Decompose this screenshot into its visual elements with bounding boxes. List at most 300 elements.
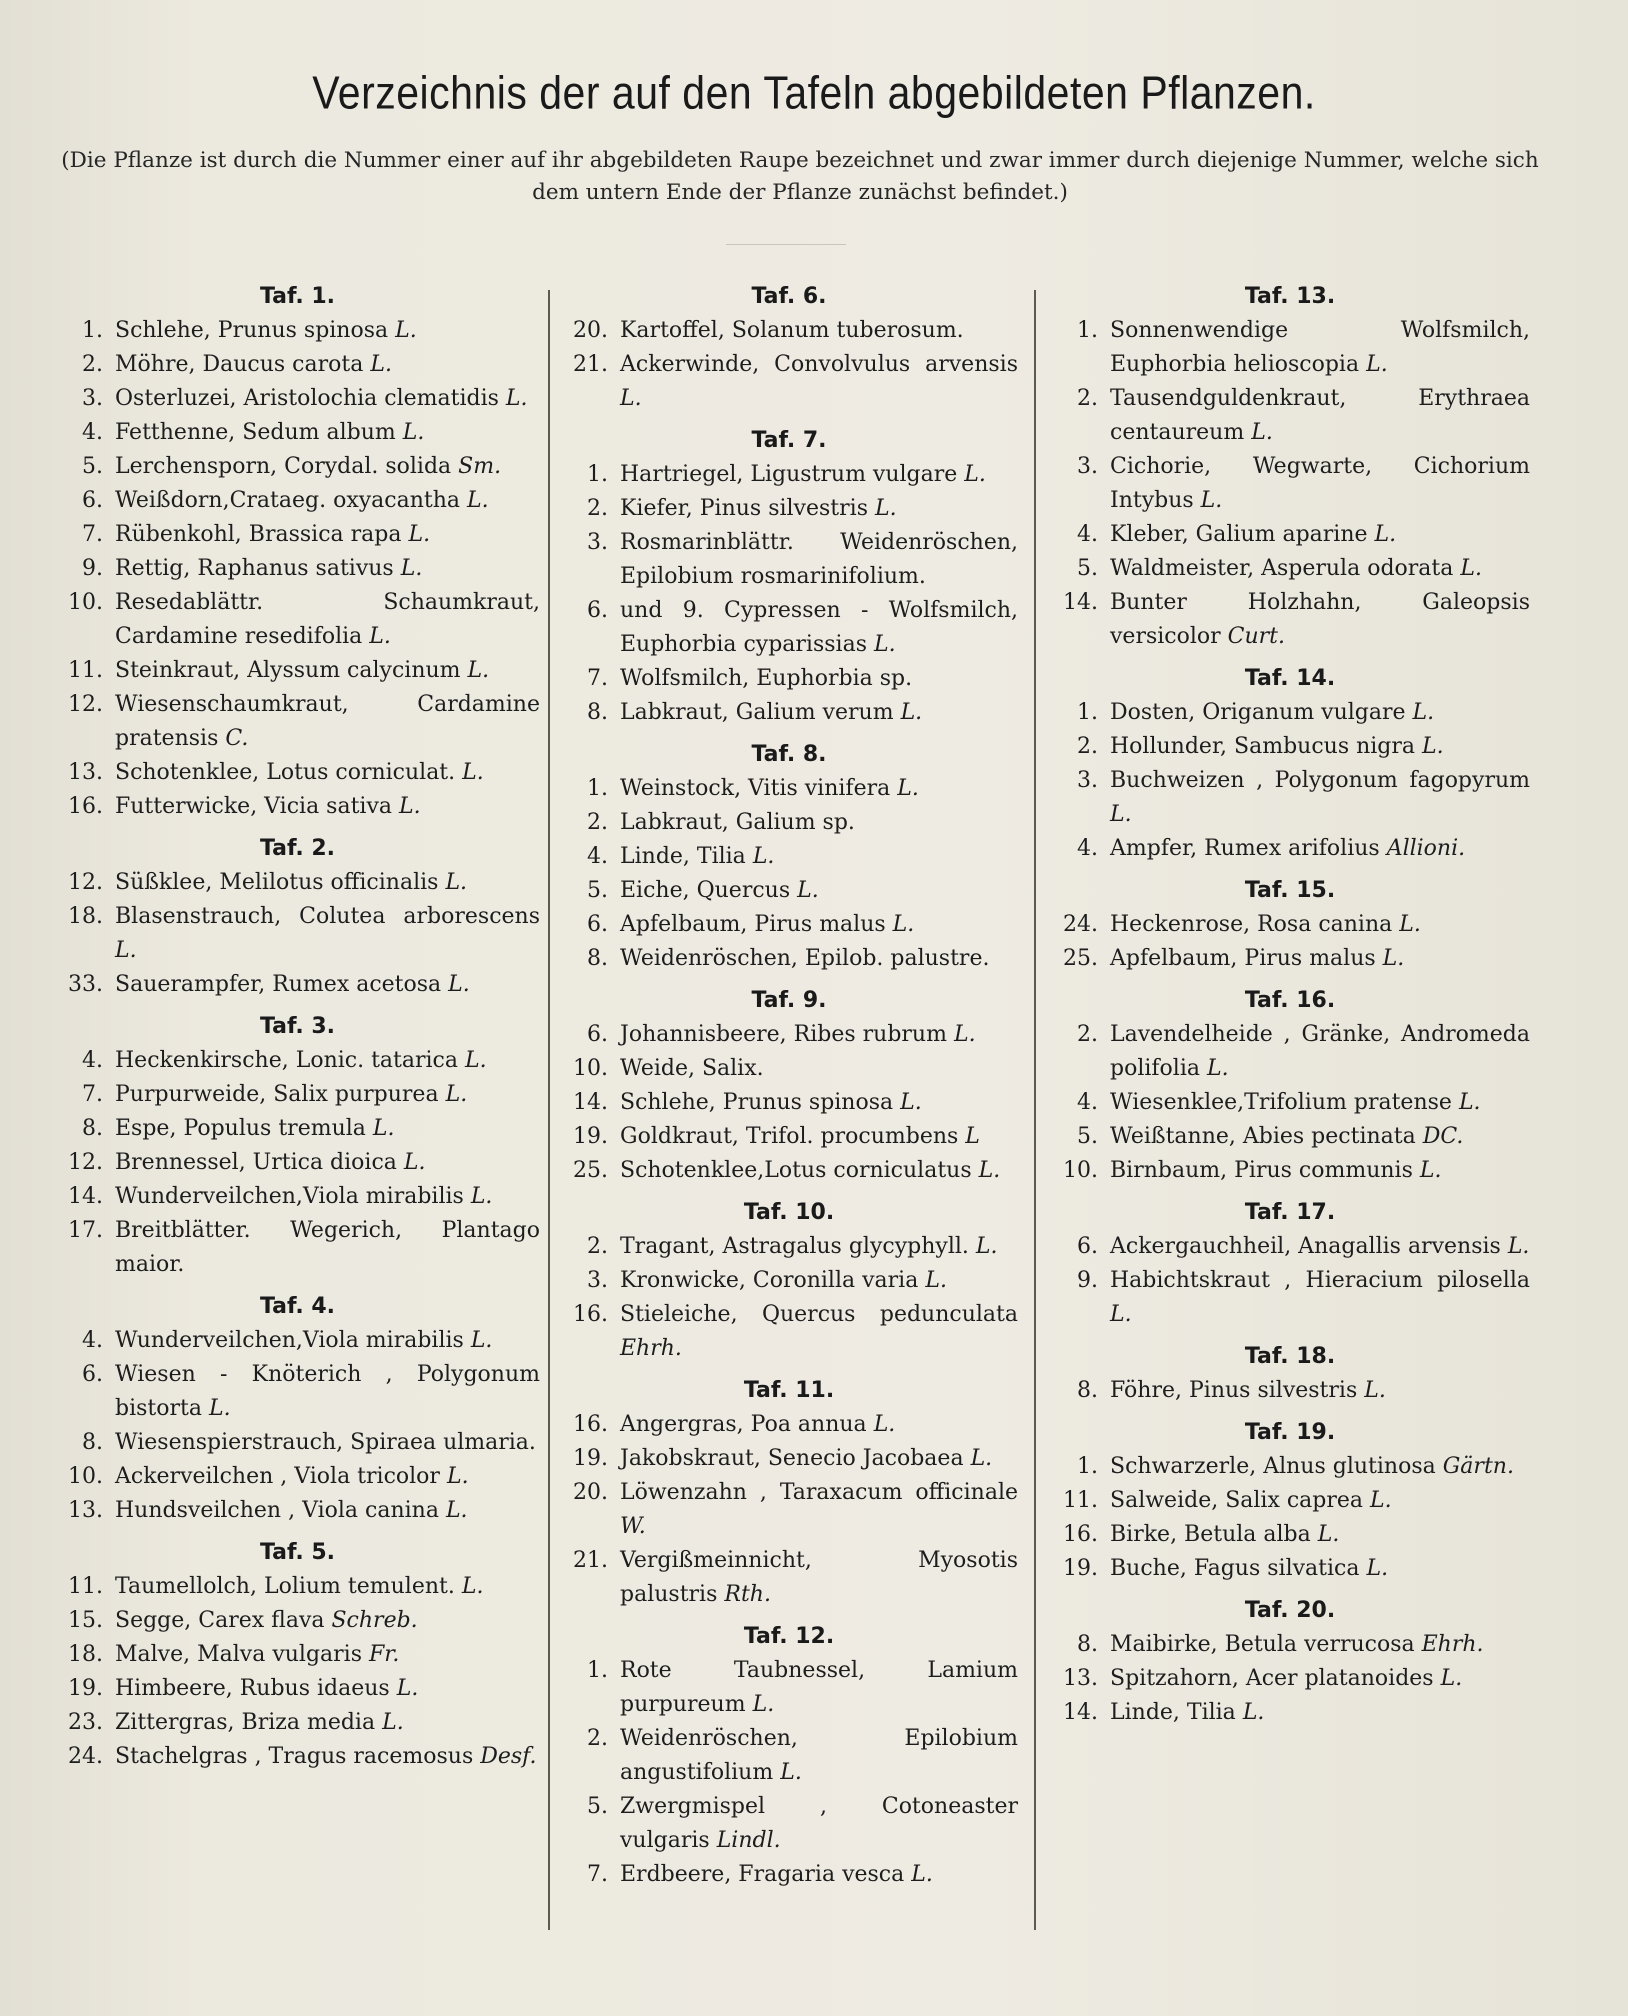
plant-name <box>1110 314 1530 382</box>
plate-section <box>560 424 1018 730</box>
caterpillar-number: 24. <box>1063 912 1098 937</box>
plant-name <box>620 1154 1018 1188</box>
plant-common-scientific-name: Breitblätter. Wegerich, Plantago maior. <box>115 1218 540 1277</box>
plate-heading: Taf. 6. <box>751 284 827 309</box>
botanical-authority: Gärtn. <box>1442 1454 1514 1479</box>
column-divider <box>1034 290 1036 1930</box>
plate-section <box>1050 662 1530 866</box>
plant-common-scientific-name: Bunter Holzhahn, Galeopsis versicolor <box>1110 590 1530 649</box>
plate-heading: Taf. 13. <box>1244 284 1336 309</box>
plant-name <box>115 1706 540 1740</box>
plant-name <box>620 492 1018 526</box>
plant-name <box>115 1112 540 1146</box>
caterpillar-number: 25. <box>1063 946 1098 971</box>
botanical-authority: L. <box>1458 1090 1481 1115</box>
page-subtitle: (Die Pflanze ist durch die Nummer einer auf ihr abgebildeten Raupe bezeichnet und zwar immer durch diejenige Nummer, welche sich dem untern Ende der Pflanze zunächst befindet.) <box>61 148 1539 205</box>
plant-entry <box>1050 1154 1530 1188</box>
plant-common-scientific-name: Linde, Tilia <box>620 844 746 869</box>
plant-common-scientific-name: Kronwicke, Coronilla varia <box>620 1268 919 1293</box>
caterpillar-number: 4. <box>82 420 103 445</box>
plant-common-scientific-name: Taumellolch, Lolium temulent. <box>115 1574 455 1599</box>
caterpillar-number: 2. <box>1077 386 1098 411</box>
botanical-authority: L. <box>403 1150 426 1175</box>
plant-common-scientific-name: Malve, Malva vulgaris <box>115 1642 363 1667</box>
caterpillar-number: 1. <box>587 1658 608 1683</box>
plant-name <box>1110 1018 1530 1086</box>
plate-heading: Taf. 19. <box>1244 1420 1336 1445</box>
plant-entry <box>55 518 540 552</box>
botanical-authority: L. <box>382 1710 404 1735</box>
plant-name <box>620 1230 1018 1264</box>
column-1 <box>55 280 540 1774</box>
caterpillar-number: 11. <box>68 1574 103 1599</box>
botanical-authority: L. <box>445 870 468 895</box>
plate-section <box>55 1010 540 1282</box>
botanical-authority: L. <box>1419 1158 1442 1183</box>
plant-entry <box>560 314 1018 348</box>
botanical-authority: L. <box>874 496 897 521</box>
plant-common-scientific-name: Wolfsmilch, Euphorbia sp. <box>620 666 913 691</box>
plant-entry <box>560 662 1018 696</box>
plant-entry <box>560 908 1018 942</box>
caterpillar-number: 4. <box>1077 1090 1098 1115</box>
plate-section <box>55 1536 540 1774</box>
plant-entry <box>1050 1518 1530 1552</box>
plate-heading: Taf. 7. <box>751 428 827 453</box>
plant-name <box>620 348 1018 416</box>
botanical-authority: L. <box>1242 1700 1265 1725</box>
plant-name <box>115 1570 540 1604</box>
plant-name <box>115 484 540 518</box>
caterpillar-number: 11. <box>68 658 103 683</box>
plant-common-scientific-name: Apfelbaum, Pirus malus <box>620 912 886 937</box>
botanical-authority: Allioni. <box>1386 836 1466 861</box>
plant-entry <box>1050 552 1530 586</box>
plant-entry <box>560 348 1018 416</box>
plant-entry <box>55 416 540 450</box>
caterpillar-number: 14. <box>1063 590 1098 615</box>
plate-section <box>1050 874 1530 976</box>
plant-entry <box>1050 1484 1530 1518</box>
plant-name <box>115 1494 540 1528</box>
plant-common-scientific-name: Segge, Carex flava <box>115 1608 325 1633</box>
botanical-authority: L. <box>1507 1234 1530 1259</box>
plate-section <box>1050 1416 1530 1586</box>
plant-common-scientific-name: Maibirke, Betula verrucosa <box>1110 1632 1415 1657</box>
plate-heading: Taf. 10. <box>743 1200 835 1225</box>
plant-common-scientific-name: Stieleiche, Quercus pedunculata <box>620 1302 1018 1327</box>
caterpillar-number: 2. <box>587 810 608 835</box>
caterpillar-number: 15. <box>68 1608 103 1633</box>
plant-entry <box>560 1544 1018 1612</box>
plant-name <box>620 806 1018 840</box>
plant-entry <box>1050 1264 1530 1332</box>
plant-common-scientific-name: Wiesen - Knöterich , Polygonum bistorta <box>115 1362 540 1421</box>
botanical-authority: L. <box>470 1184 493 1209</box>
plant-entry <box>55 552 540 586</box>
plant-name <box>620 1858 1018 1892</box>
caterpillar-number: 23. <box>68 1710 103 1735</box>
caterpillar-number: 24. <box>68 1744 103 1769</box>
botanical-authority: L <box>965 1124 980 1149</box>
botanical-authority: L. <box>970 1446 993 1471</box>
caterpillar-number: 16. <box>573 1302 608 1327</box>
plant-name <box>115 756 540 790</box>
botanical-authority: L. <box>1110 1302 1132 1327</box>
plant-common-scientific-name: Wunderveilchen,Viola mirabilis <box>115 1184 464 1209</box>
plant-entry <box>55 688 540 756</box>
plant-common-scientific-name: Brennessel, Urtica dioica <box>115 1150 397 1175</box>
botanical-authority: L. <box>370 352 392 377</box>
botanical-authority: L. <box>873 1412 896 1437</box>
plate-section <box>55 832 540 1002</box>
botanical-authority: L. <box>115 938 137 963</box>
caterpillar-number: 1. <box>587 776 608 801</box>
caterpillar-number: 1. <box>1077 700 1098 725</box>
plant-common-scientific-name: Rübenkohl, Brassica rapa <box>115 522 402 547</box>
plant-common-scientific-name: Sonnenwendige Wolfsmilch, Euphorbia helioscopia <box>1110 318 1530 377</box>
plant-common-scientific-name: Salweide, Salix caprea <box>1110 1488 1364 1513</box>
plant-name <box>1110 942 1530 976</box>
plant-common-scientific-name: Ackergauchheil, Anagallis arvensis <box>1110 1234 1501 1259</box>
caterpillar-number: 17. <box>68 1218 103 1243</box>
plant-entry <box>55 586 540 654</box>
botanical-authority: L. <box>1374 522 1397 547</box>
botanical-authority: L. <box>399 794 421 819</box>
plant-name <box>1110 1230 1530 1264</box>
plant-common-scientific-name: Angergras, Poa annua <box>620 1412 867 1437</box>
plant-entry <box>560 1264 1018 1298</box>
caterpillar-number: 1. <box>1077 1454 1098 1479</box>
plant-common-scientific-name: Buche, Fagus silvatica <box>1110 1556 1360 1581</box>
plate-section <box>560 738 1018 976</box>
caterpillar-number: 8. <box>82 1116 103 1141</box>
caterpillar-number: 2. <box>82 352 103 377</box>
plant-common-scientific-name: Süßklee, Melilotus officinalis <box>115 870 439 895</box>
caterpillar-number: 6. <box>1077 1234 1098 1259</box>
plate-heading: Taf. 1. <box>259 284 336 309</box>
plant-entry <box>55 756 540 790</box>
botanical-authority: L. <box>897 776 919 801</box>
plant-name <box>115 866 540 900</box>
plant-name <box>115 416 540 450</box>
plant-common-scientific-name: Goldkraut, Trifol. procumbens <box>620 1124 959 1149</box>
plant-name <box>115 688 540 756</box>
plant-entry <box>1050 1230 1530 1264</box>
plant-name <box>1110 1264 1530 1332</box>
plant-name <box>1110 518 1530 552</box>
plant-name <box>115 552 540 586</box>
plant-common-scientific-name: Löwenzahn , Taraxacum officinale <box>620 1480 1018 1505</box>
plant-common-scientific-name: Wiesenspierstrauch, Spiraea ulmaria. <box>115 1430 536 1455</box>
plant-name <box>1110 1484 1530 1518</box>
caterpillar-number: 16. <box>1063 1522 1098 1547</box>
caterpillar-number: 21. <box>573 352 608 377</box>
plant-common-scientific-name: Linde, Tilia <box>1110 1700 1236 1725</box>
caterpillar-number: 33. <box>68 972 103 997</box>
botanical-authority: L. <box>620 386 642 411</box>
botanical-authority: L. <box>408 522 431 547</box>
plant-entry <box>1050 730 1530 764</box>
botanical-authority: L. <box>911 1862 933 1887</box>
plant-common-scientific-name: Tragant, Astragalus glycyphyll. <box>620 1234 969 1259</box>
caterpillar-number: 8. <box>1077 1632 1098 1657</box>
plant-name <box>115 1044 540 1078</box>
plate-section <box>1050 280 1530 654</box>
plate-section <box>1050 1340 1530 1408</box>
plant-common-scientific-name: Futterwicke, Vicia sativa <box>115 794 393 819</box>
plant-name <box>1110 1662 1530 1696</box>
caterpillar-number: 8. <box>1077 1378 1098 1403</box>
plant-common-scientific-name: Erdbeere, Fragaria vesca <box>620 1862 905 1887</box>
caterpillar-number: 12. <box>68 692 103 717</box>
plant-name <box>115 1146 540 1180</box>
plant-entry <box>560 1120 1018 1154</box>
botanical-authority: Sm. <box>458 454 502 479</box>
caterpillar-number: 10. <box>1063 1158 1098 1183</box>
botanical-authority: L. <box>395 318 417 343</box>
botanical-authority: Curt. <box>1227 624 1286 649</box>
caterpillar-number: 6. <box>82 488 103 513</box>
plant-name <box>115 790 540 824</box>
plate-heading: Taf. 20. <box>1244 1598 1336 1623</box>
plant-common-scientific-name: Hollunder, Sambucus nigra <box>1110 734 1416 759</box>
caterpillar-number: 5. <box>82 454 103 479</box>
botanical-authority: L. <box>461 1574 484 1599</box>
plant-entry <box>560 806 1018 840</box>
botanical-authority: L. <box>797 878 819 903</box>
plate-section <box>560 1374 1018 1612</box>
plant-common-scientific-name: Cichorie, Wegwarte, Cichorium Intybus <box>1110 454 1530 513</box>
caterpillar-number: 2. <box>1077 1022 1098 1047</box>
caterpillar-number: 19. <box>573 1124 608 1149</box>
plant-entry <box>560 1154 1018 1188</box>
plate-heading: Taf. 14. <box>1244 666 1336 691</box>
plant-entry <box>1050 908 1530 942</box>
plant-entry <box>560 1722 1018 1790</box>
botanical-authority: L. <box>874 632 896 657</box>
plant-entry <box>55 1706 540 1740</box>
plate-heading: Taf. 16. <box>1244 988 1336 1013</box>
caterpillar-number: 11. <box>1063 1488 1098 1513</box>
plate-heading: Taf. 5. <box>259 1540 336 1565</box>
plant-entry <box>1050 1086 1530 1120</box>
plant-common-scientific-name: Fetthenne, Sedum album <box>115 420 396 445</box>
plant-name <box>620 1120 1018 1154</box>
plant-common-scientific-name: Möhre, Daucus carota <box>115 352 364 377</box>
plant-common-scientific-name: Weidenröschen, Epilobium angustifolium <box>620 1726 1018 1785</box>
plant-name <box>115 968 540 1002</box>
plant-common-scientific-name: Schotenklee,Lotus corniculatus <box>620 1158 972 1183</box>
caterpillar-number: 14. <box>573 1090 608 1115</box>
plant-common-scientific-name: Steinkraut, Alyssum calycinum <box>115 658 461 683</box>
plant-name <box>620 1722 1018 1790</box>
plant-entry <box>55 654 540 688</box>
caterpillar-number: 7. <box>82 1082 103 1107</box>
caterpillar-number: 5. <box>1077 1124 1098 1149</box>
plate-heading: Taf. 9. <box>751 988 827 1013</box>
botanical-authority: L. <box>372 1116 395 1141</box>
caterpillar-number: 14. <box>68 1184 103 1209</box>
caterpillar-number: 8. <box>82 1430 103 1455</box>
plant-common-scientific-name: Schotenklee, Lotus corniculat. <box>115 760 456 785</box>
plate-section <box>1050 1594 1530 1730</box>
plant-common-scientific-name: Stachelgras , Tragus racemosus <box>115 1744 474 1769</box>
plant-entry <box>560 594 1018 662</box>
plant-common-scientific-name: Wunderveilchen,Viola mirabilis <box>115 1328 464 1353</box>
plant-entry <box>55 1638 540 1672</box>
plant-entry <box>55 900 540 968</box>
plant-entry <box>560 696 1018 730</box>
plant-entry <box>1050 586 1530 654</box>
plant-name <box>115 1638 540 1672</box>
plant-common-scientific-name: Espe, Populus tremula <box>115 1116 366 1141</box>
plant-common-scientific-name: Buchweizen , Polygonum fagopyrum <box>1110 768 1530 793</box>
botanical-authority: L. <box>1110 802 1132 827</box>
plant-name <box>620 908 1018 942</box>
plant-name <box>115 1460 540 1494</box>
caterpillar-number: 18. <box>68 1642 103 1667</box>
plant-common-scientific-name: Schlehe, Prunus spinosa <box>115 318 389 343</box>
plant-entry <box>55 1214 540 1282</box>
botanical-authority: L. <box>1317 1522 1340 1547</box>
plate-section <box>560 280 1018 416</box>
plant-entry <box>560 492 1018 526</box>
caterpillar-number: 18. <box>68 904 103 929</box>
botanical-authority: L. <box>467 658 490 683</box>
botanical-authority: L. <box>1422 734 1444 759</box>
plant-name <box>620 772 1018 806</box>
plant-entry <box>55 1426 540 1460</box>
botanical-authority: L. <box>1370 1488 1392 1513</box>
plant-common-scientific-name: Schwarzerle, Alnus glutinosa <box>1110 1454 1436 1479</box>
plant-entry <box>55 1112 540 1146</box>
caterpillar-number: 2. <box>1077 734 1098 759</box>
botanical-authority: L. <box>975 1234 998 1259</box>
plant-entry <box>55 1044 540 1078</box>
plant-entry <box>560 1052 1018 1086</box>
caterpillar-number: 5. <box>587 878 608 903</box>
plant-entry <box>1050 1120 1530 1154</box>
caterpillar-number: 19. <box>68 1676 103 1701</box>
plant-name <box>620 1264 1018 1298</box>
plant-name <box>1110 1120 1530 1154</box>
plant-common-scientific-name: Waldmeister, Asperula odorata <box>1110 556 1454 581</box>
plant-common-scientific-name: Jakobskraut, Senecio Jacobaea <box>620 1446 964 1471</box>
plant-common-scientific-name: Föhre, Pinus silvestris <box>1110 1378 1358 1403</box>
plant-name <box>1110 1086 1530 1120</box>
plant-name <box>1110 908 1530 942</box>
botanical-authority: C. <box>225 726 249 751</box>
plant-entry <box>55 1494 540 1528</box>
plant-common-scientific-name: Weidenröschen, Epilob. palustre. <box>620 946 990 971</box>
plant-name <box>620 874 1018 908</box>
plant-entry <box>1050 1628 1530 1662</box>
caterpillar-number: 3. <box>587 530 608 555</box>
plant-entry <box>560 1476 1018 1544</box>
plant-common-scientific-name: Heckenkirsche, Lonic. tatarica <box>115 1048 458 1073</box>
caterpillar-number: 9. <box>82 556 103 581</box>
caterpillar-number: 16. <box>68 794 103 819</box>
plant-entry <box>55 1146 540 1180</box>
caterpillar-number: 8. <box>587 946 608 971</box>
plant-entry <box>55 1570 540 1604</box>
plant-entry <box>55 866 540 900</box>
plant-name <box>1110 1154 1530 1188</box>
page-title: Verzeichnis der auf den Tafeln abgebildeten Pflanzen. <box>312 67 1316 119</box>
caterpillar-number: 10. <box>573 1056 608 1081</box>
plant-name <box>115 900 540 968</box>
plant-name <box>620 458 1018 492</box>
botanical-authority: L. <box>445 1498 468 1523</box>
plant-entry <box>1050 1450 1530 1484</box>
plant-name <box>620 1544 1018 1612</box>
plant-name <box>1110 1450 1530 1484</box>
plant-entry <box>1050 764 1530 832</box>
botanical-authority: Ehrh. <box>1421 1632 1484 1657</box>
plate-heading: Taf. 11. <box>743 1378 835 1403</box>
plant-common-scientific-name: Ampfer, Rumex arifolius <box>1110 836 1380 861</box>
plant-common-scientific-name: Spitzahorn, Acer platanoides <box>1110 1666 1434 1691</box>
plant-name <box>620 1476 1018 1544</box>
plant-name <box>1110 832 1530 866</box>
plant-entry <box>55 1672 540 1706</box>
plant-name <box>620 1654 1018 1722</box>
plant-entry <box>1050 382 1530 450</box>
botanical-authority: L. <box>208 1396 231 1421</box>
caterpillar-number: 5. <box>1077 556 1098 581</box>
botanical-authority: L. <box>925 1268 947 1293</box>
plant-name <box>115 1078 540 1112</box>
plant-name <box>620 1298 1018 1366</box>
plant-name <box>115 314 540 348</box>
botanical-authority: L. <box>467 488 489 513</box>
botanical-authority: L. <box>978 1158 1001 1183</box>
plant-name <box>620 840 1018 874</box>
caterpillar-number: 6. <box>82 1362 103 1387</box>
plate-section <box>560 1196 1018 1366</box>
caterpillar-number: 6. <box>587 912 608 937</box>
caterpillar-number: 7. <box>587 1862 608 1887</box>
plant-common-scientific-name: Tausendguldenkraut, Erythraea centaureum <box>1110 386 1530 445</box>
caterpillar-number: 3. <box>1077 454 1098 479</box>
plant-entry <box>55 1180 540 1214</box>
plant-name <box>620 1790 1018 1858</box>
plant-name <box>115 654 540 688</box>
caterpillar-number: 2. <box>587 1726 608 1751</box>
plant-entry <box>1050 450 1530 518</box>
plant-name <box>620 662 1018 696</box>
plant-common-scientific-name: Heckenrose, Rosa canina <box>1110 912 1393 937</box>
caterpillar-number: 2. <box>587 496 608 521</box>
plant-name <box>1110 1552 1530 1586</box>
plant-common-scientific-name: Ackerwinde, Convolvulus arvensis <box>620 352 1018 377</box>
plant-name <box>1110 730 1530 764</box>
caterpillar-number: 12. <box>68 1150 103 1175</box>
plant-name <box>620 1408 1018 1442</box>
plant-common-scientific-name: Labkraut, Galium verum <box>620 700 894 725</box>
plant-common-scientific-name: Weißtanne, Abies pectinata <box>1110 1124 1416 1149</box>
caterpillar-number: 9. <box>1077 1268 1098 1293</box>
plant-entry <box>560 1408 1018 1442</box>
plant-entry <box>1050 314 1530 382</box>
botanical-authority: L. <box>752 844 775 869</box>
plant-name <box>115 450 540 484</box>
botanical-authority: L. <box>1200 488 1223 513</box>
plant-common-scientific-name: Zittergras, Briza media <box>115 1710 376 1735</box>
plant-common-scientific-name: Kartoffel, Solanum tuberosum. <box>620 318 964 343</box>
plant-common-scientific-name: Himbeere, Rubus idaeus <box>115 1676 390 1701</box>
